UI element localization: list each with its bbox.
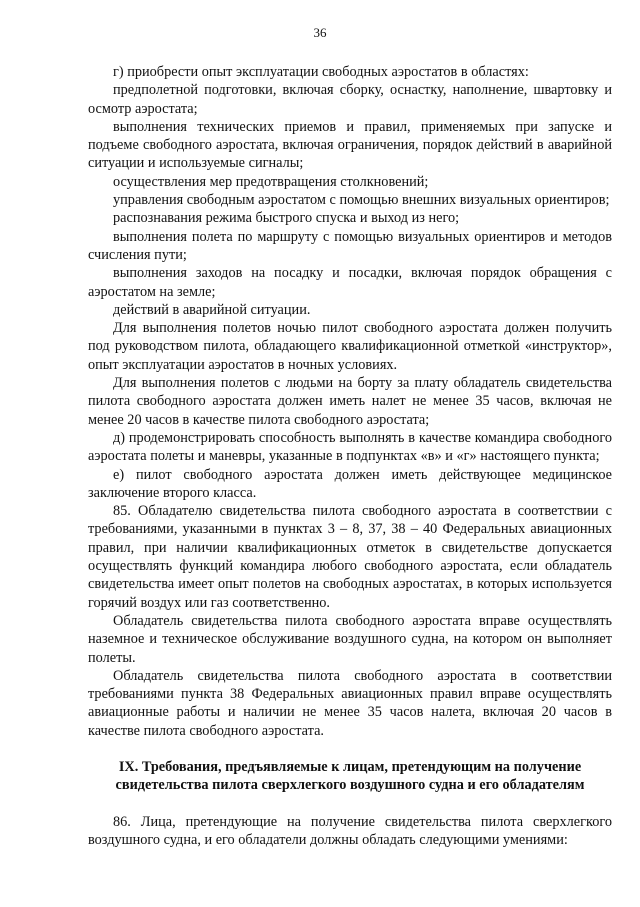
section-heading: IX. Требования, предъявляемые к лицам, претендующим на получение свидетельства пилота сверхлегкого воздушного судна и его обладателям — [115, 758, 585, 794]
paragraph-aerial-work: Обладатель свидетельства пилота свободного аэростата в соответствии требованиями пункта 38 Федеральных авиационных правил вправе осуществлять авиационные работы и наличии не менее 35 часов налета, включая 20 часов в качестве пилота свободного аэростата. — [88, 667, 612, 739]
paragraph-item-e: е) пилот свободного аэростата должен иметь действующее медицинское заключение второго класса. — [88, 466, 612, 501]
paragraph-emergency: действий в аварийной ситуации. — [113, 301, 311, 318]
paragraph-visual-control: управления свободным аэростатом с помощью внешних визуальных ориентиров; — [113, 192, 610, 209]
paragraph-night-flights: Для выполнения полетов ночью пилот свободного аэростата должен получить под руководством пилота, обладающего квалификационной отметкой «инструктор», опыт эксплуатации аэростатов в ночных условиях. — [88, 320, 612, 373]
paragraph-techniques: выполнения технических приемов и правил, применяемых при запуске и подъеме свободного аэростата, включая ограничения, порядок действий в аварийной ситуации и используемые сигналы; — [88, 118, 612, 172]
paragraph-fast-descent: распознавания режима быстрого спуска и выход из него; — [113, 210, 460, 227]
paragraph-collision: осуществления мер предотвращения столкновений; — [113, 173, 429, 190]
paragraph-landing: выполнения заходов на посадку и посадки, включая порядок обращения с аэростатом на земле; — [88, 265, 612, 300]
document-body — [88, 63, 612, 849]
paragraph-preflight: предполетной подготовки, включая сборку, оснастку, наполнение, швартовку и осмотр аэростата; — [88, 82, 612, 117]
paragraph-maintenance: Обладатель свидетельства пилота свободного аэростата вправе осуществлять наземное и техническое обслуживание воздушного судна, на котором он выполняет полеты. — [88, 612, 612, 666]
paragraph-route: выполнения полета по маршруту с помощью визуальных ориентиров и методов счисления пути; — [88, 228, 612, 263]
paragraph-paid-flights: Для выполнения полетов с людьми на борту за плату обладатель свидетельства пилота свободного аэростата должен иметь налет не менее 35 часов, включая не менее 20 часов в качестве пилота свободного аэростата; — [88, 375, 612, 428]
paragraph-85: 85. Обладателю свидетельства пилота свободного аэростата в соответствии с требованиями, указанными в пунктах 3 – 8, 37, 38 – 40 Федеральных авиационных правил, при наличии квалификационных отметок в свидетельстве допускается осуществлять функций командира любого свободного аэростата, если обладатель свидетельства имеет опыт полетов на свободных аэростатах, в которых используется горячий воздух или газ соответственно. — [88, 503, 612, 611]
paragraph-item-d: д) продемонстрировать способность выполнять в качестве командира свободного аэростата полеты и маневры, указанные в подпунктах «в» и «г» настоящего пункта; — [88, 429, 612, 465]
paragraph-item-g: г) приобрести опыт эксплуатации свободных аэростатов в областях: — [113, 64, 529, 80]
paragraph-86: 86. Лица, претендующие на получение свидетельства пилота сверхлегкого воздушного судна, и его обладатели должны обладать следующими умениями: — [88, 813, 612, 848]
page-number: 36 — [313, 25, 327, 40]
